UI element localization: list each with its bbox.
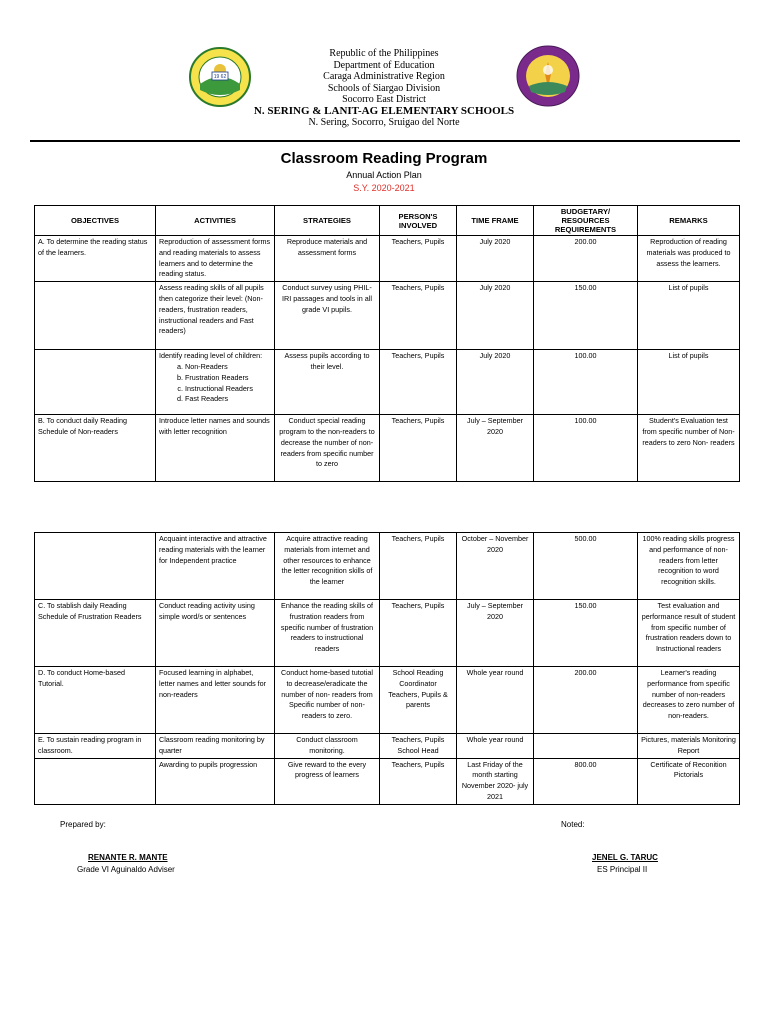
budget-cell: 150.00 — [534, 600, 638, 667]
budget-cell: 200.00 — [534, 667, 638, 734]
prepared-by-label: Prepared by: — [60, 820, 106, 829]
time-cell: Whole year round — [457, 667, 534, 734]
column-header: ACTIVITIES — [156, 206, 275, 236]
column-header: PERSON'S INVOLVED — [380, 206, 457, 236]
persons-cell: Teachers, Pupils — [380, 415, 457, 482]
persons-cell: Teachers, Pupils — [380, 533, 457, 600]
time-cell: July 2020 — [457, 282, 534, 350]
persons-cell: Teachers, Pupils — [380, 236, 457, 282]
column-header: OBJECTIVES — [35, 206, 156, 236]
persons-cell: Teachers, Pupils School Head — [380, 734, 457, 759]
list-item: a. Non-Readers — [185, 362, 271, 373]
budget-cell: 500.00 — [534, 533, 638, 600]
letterhead-line: Republic of the Philippines — [329, 48, 439, 59]
table-row — [35, 282, 740, 350]
strategy-cell: Conduct survey using PHIL-IRI passages and tools in all grade VI pupils. — [275, 282, 380, 350]
objective-cell — [35, 282, 156, 350]
table-row — [35, 350, 740, 415]
table-header-row — [35, 206, 740, 236]
noter-title: ES Principal II — [597, 865, 648, 874]
strategy-cell: Assess pupils according to their level. — [275, 350, 380, 415]
time-cell: October – November 2020 — [457, 533, 534, 600]
time-cell: July 2020 — [457, 236, 534, 282]
header-divider — [30, 140, 740, 142]
remarks-cell: Learner's reading performance from specific number of non-readers decreases to zero number of non-readers. — [638, 667, 740, 734]
objective-cell — [35, 533, 156, 600]
remarks-cell: Test evaluation and performance result of student from specific number of frustration readers down to Instructional readers — [638, 600, 740, 667]
budget-cell: 200.00 — [534, 236, 638, 282]
objective-cell: A. To determine the reading status of the learners. — [35, 236, 156, 282]
strategy-cell: Conduct classroom monitoring. — [275, 734, 380, 759]
document-subtitle: Annual Action Plan — [346, 170, 422, 180]
preparer-name: RENANTE R. MANTE — [88, 853, 168, 862]
activity-cell: Focused learning in alphabet, letter names and letter sounds for non-readers — [156, 667, 275, 734]
time-cell: Whole year round — [457, 734, 534, 759]
activity-cell: Assess reading skills of all pupils then categorize their level: (Non-readers, frustration readers, instructional readers and Fast readers) — [156, 282, 275, 350]
list-item: b. Frustration Readers — [185, 373, 271, 384]
strategy-cell: Acquire attractive reading materials from internet and other resources to enhance the letter recognition skills of the learner — [275, 533, 380, 600]
action-plan-table-1 — [34, 205, 740, 482]
remarks-cell: Pictures, materials Monitoring Report — [638, 734, 740, 759]
persons-cell: Teachers, Pupils — [380, 758, 457, 804]
objective-cell: D. To conduct Home-based Tutorial. — [35, 667, 156, 734]
persons-cell: Teachers, Pupils — [380, 600, 457, 667]
table-row — [35, 415, 740, 482]
table-row — [35, 758, 740, 804]
objective-cell: C. To stablish daily Reading Schedule of Frustration Readers — [35, 600, 156, 667]
activity-cell: Introduce letter names and sounds with letter recognition — [156, 415, 275, 482]
budget-cell: 100.00 — [534, 415, 638, 482]
letterhead-line: Caraga Administrative Region — [323, 71, 445, 82]
noted-label: Noted: — [561, 820, 585, 829]
preparer-title: Grade VI Aguinaldo Adviser — [77, 865, 175, 874]
persons-cell: School Reading Coordinator Teachers, Pupils & parents — [380, 667, 457, 734]
objective-cell — [35, 758, 156, 804]
objective-cell: E. To sustain reading program in classroom. — [35, 734, 156, 759]
table-row — [35, 600, 740, 667]
strategy-cell: Conduct home-based tutotial to decrease/eradicate the number of non- readers from Specific number of non-readers to zero. — [275, 667, 380, 734]
reading-level-list — [159, 362, 271, 405]
activity-cell — [156, 350, 275, 415]
activity-cell: Acquaint interactive and attractive reading materials with the learner for Independent practice — [156, 533, 275, 600]
persons-cell: Teachers, Pupils — [380, 282, 457, 350]
remarks-cell: Student's Evaluation test from specific number of Non-readers to zero Non- readers — [638, 415, 740, 482]
letterhead-line: Department of Education — [333, 59, 435, 71]
budget-cell: 150.00 — [534, 282, 638, 350]
noter-name: JENEL G. TARUC — [592, 853, 658, 862]
letterhead-line: Socorro East District — [342, 94, 426, 105]
table-row — [35, 667, 740, 734]
strategy-cell: Reproduce materials and assessment forms — [275, 236, 380, 282]
column-header: REMARKS — [638, 206, 740, 236]
seal-year: 19 62 — [213, 74, 227, 80]
action-plan-table-2 — [34, 532, 740, 805]
letterhead — [0, 48, 768, 129]
column-header: STRATEGIES — [275, 206, 380, 236]
activity-cell: Awarding to pupils progression — [156, 758, 275, 804]
list-item: d. Fast Readers — [185, 394, 271, 405]
time-cell: Last Friday of the month starting November 2020- july 2021 — [457, 758, 534, 804]
strategy-cell: Enhance the reading skills of frustration readers from specific number of frustration readers to instructional readers — [275, 600, 380, 667]
remarks-cell: Certificate of Reconition Pictorials — [638, 758, 740, 804]
objective-cell — [35, 350, 156, 415]
budget-cell: 100.00 — [534, 350, 638, 415]
list-item: c. Instructional Readers — [185, 384, 271, 395]
objective-cell: B. To conduct daily Reading Schedule of Non-readers — [35, 415, 156, 482]
table-row — [35, 533, 740, 600]
time-cell: July 2020 — [457, 350, 534, 415]
column-header: TIME FRAME — [457, 206, 534, 236]
activity-cell: Conduct reading activity using simple word/s or sentences — [156, 600, 275, 667]
persons-cell: Teachers, Pupils — [380, 350, 457, 415]
remarks-cell: 100% reading skills progress and performance of non-readers from letter recognition to word recognition skills. — [638, 533, 740, 600]
activity-cell: Classroom reading monitoring by quarter — [156, 734, 275, 759]
remarks-cell: Reproduction of reading materials was produced to assess the learners. — [638, 236, 740, 282]
activity-text: Identify reading level of children: — [159, 351, 263, 361]
school-year: S.Y. 2020-2021 — [353, 183, 415, 193]
strategy-cell: Conduct special reading program to the non-readers to decrease the number of non-readers from specific number to zero — [275, 415, 380, 482]
table-row — [35, 734, 740, 759]
budget-cell: 800.00 — [534, 758, 638, 804]
time-cell: July – September 2020 — [457, 600, 534, 667]
time-cell: July – September 2020 — [457, 415, 534, 482]
remarks-cell: List of pupils — [638, 350, 740, 415]
strategy-cell: Give reward to the every progress of learners — [275, 758, 380, 804]
table-row — [35, 236, 740, 282]
column-header: BUDGETARY/ RESOURCES REQUIREMENTS — [534, 206, 638, 236]
budget-cell — [534, 734, 638, 759]
document-title: Classroom Reading Program — [280, 150, 488, 167]
school-name: N. SERING & LANIT-AG ELEMENTARY SCHOOLS — [253, 104, 515, 117]
letterhead-line: Schools of Siargao Division — [327, 82, 441, 94]
activity-cell: Reproduction of assessment forms and reading materials to assess learners and to determine the reading status. — [156, 236, 275, 282]
remarks-cell: List of pupils — [638, 282, 740, 350]
school-address: N. Sering, Socorro, Sruigao del Norte — [308, 117, 460, 128]
